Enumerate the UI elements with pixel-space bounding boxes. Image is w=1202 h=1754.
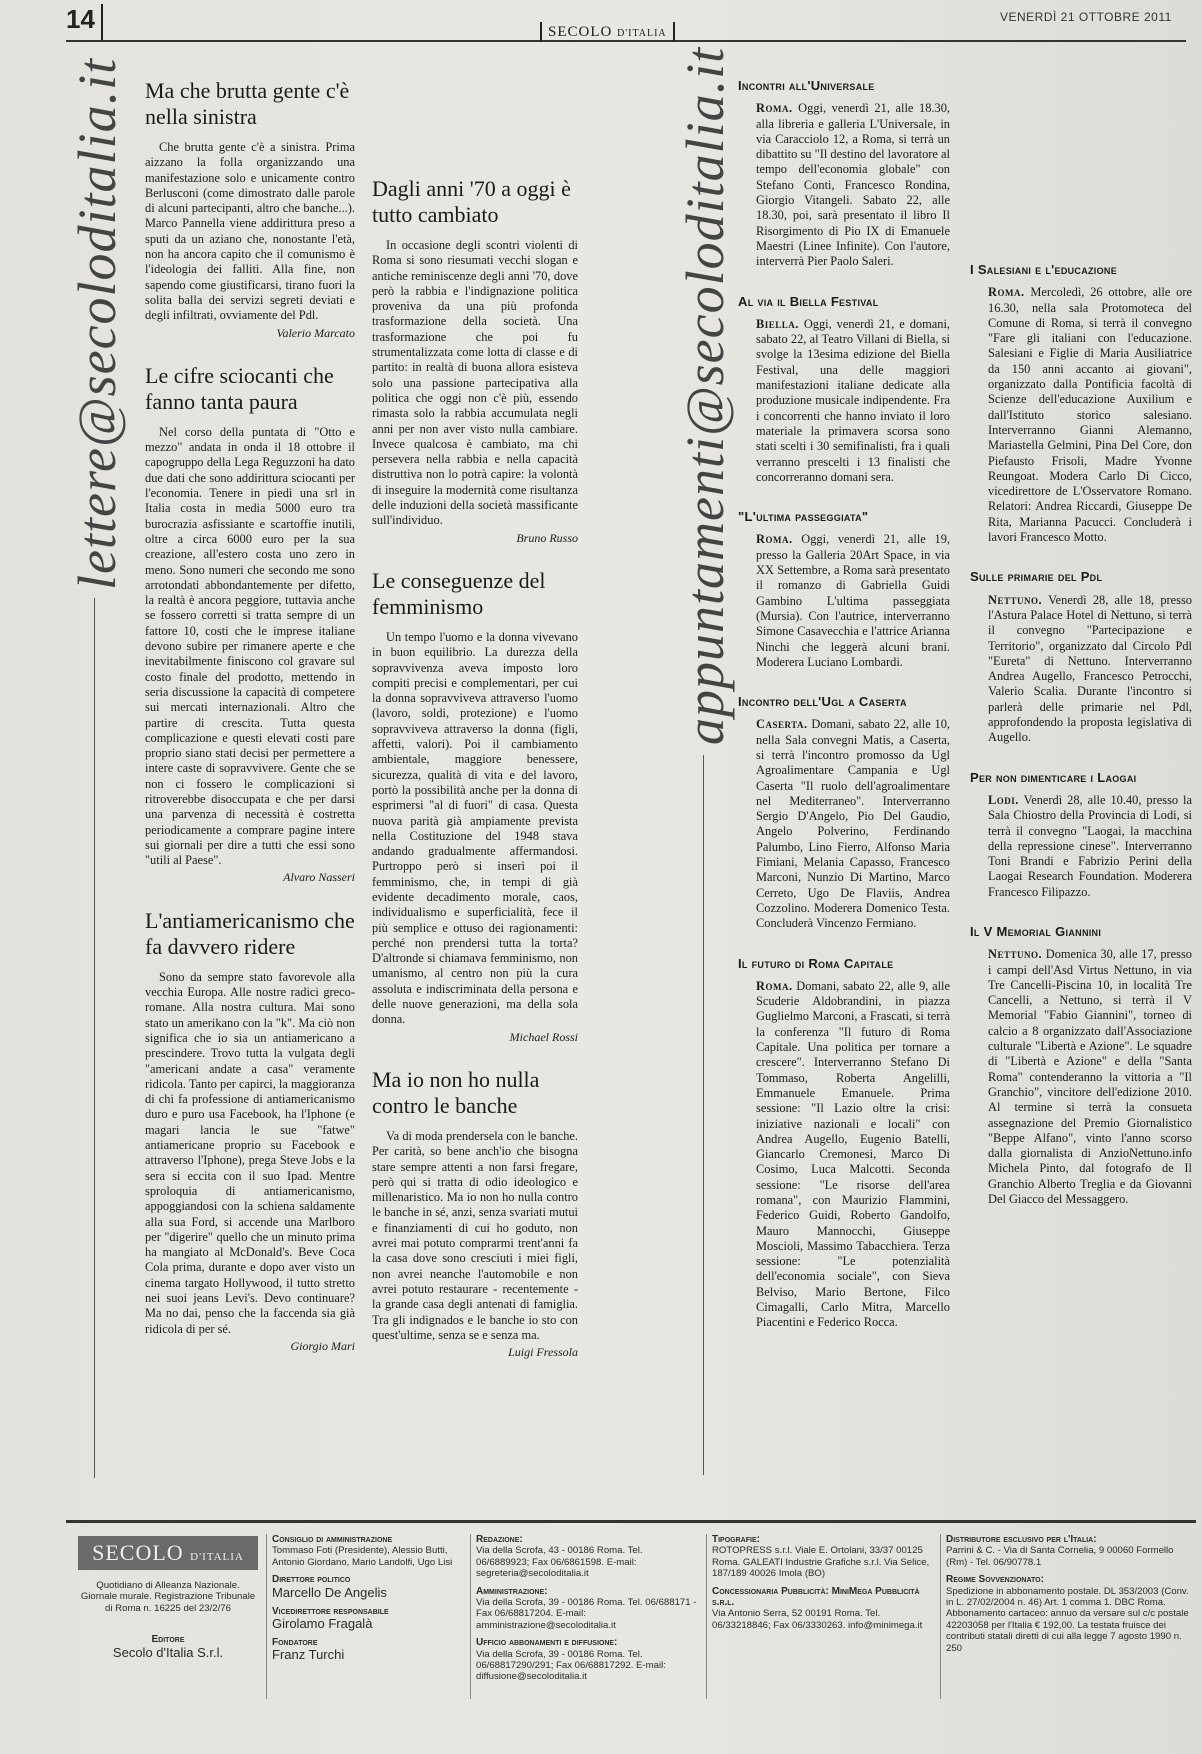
event-title: Incontri all'Universale — [738, 78, 875, 93]
footer-pubblicita: Via Antonio Serra, 52 00191 Roma. Tel. 06/33218846; Fax 06/3330263. info@minimega.it — [712, 1608, 923, 1631]
footer-tipografie: ROTOPRESS s.r.l. Viale E. Ortolani, 33/37 00125 Roma. GALEATI Industrie Grafiche s.r.l. Via Selice, 187/189 40026 Imola (BO) — [712, 1545, 930, 1580]
event-item — [970, 924, 1192, 1207]
letter-body: Sono da sempre stato favorevole alla vecchia Europa. Alle nostre radici greco-romane. Alla nostra cultura. Mai sono stato un amerikano con la "k". Ma ciò non significa che io sia un antiamericano a prescindere. Trovo tutta la vulgata degli "americani andate a casa" veramente ridicola. Tanto per capirci, la maggioranza di chi fa professione di antiamericanismo duro e puro usa Facebook, ha l'Iphone (e magari lancia le sue "fatwe" antiamericane proprio su Facebook e attraverso l'Iphone), prega Steve Jobs e la sera si eccita con il suo Ipad. Mentre sproloquia di antiamericanismo, appoggiandosi con la schiena saldamente alla sua Ford, si accende una Marlboro per "digerire" quello che un minuto prima ha mangiato al McDonald's. Beve Coca Cola prima, durante e dopo aver visto un cinema targato Hollywood, il tutto stretto nei suoi jeans Levi's. Devo continuare? Ma no dai, penso che la faccenda sia già ridicola di per sé. — [145, 969, 355, 1336]
letter-title: L'antiamericanismo che fa davvero ridere — [145, 907, 355, 959]
footer-regime: Spedizione in abbonamento postale. DL 353/2003 (Conv. in L. 27/02/2004 n. 46) Art. 1 comma 1. DBC Roma. Abbonamento cartaceo: annuo da versare sul c/c postale 42203058 per l'Italia € 192,00. La testata fruisce dei contributi statali diretti di cui alla legge 7 agosto 1990 n. 250 — [946, 1585, 1189, 1654]
letter-article — [372, 568, 578, 1045]
letter-title: Le conseguenze del femminismo — [372, 567, 546, 619]
event-body: Oggi, venerdì 21, alle 18.30, alla libreria e galleria L'Universale, in via Caracciolo 12, a Roma, si terrà un dibattito su "Il destino del lavoratore al tempo dell'economia globale" con Stefano Conti, Francesco Rondina, Giorgio Vitangeli. Sabato 22, alle 18.30, poi, sarà presentato il libro Il Risorgimento di Pio IX di Emanuele Maestri (Linee Infinite). Con l'autore, interverrà Pier Paolo Saleri. — [756, 101, 950, 269]
event-location: Caserta. — [756, 717, 808, 732]
header-masthead — [540, 22, 675, 42]
event-title: Il futuro di Roma Capitale — [738, 955, 894, 971]
event-item — [738, 956, 950, 1331]
event-item — [970, 770, 1192, 900]
footer-pubblicita-label: Concessionaria Pubblicità: MiniMega Pubblicità s.r.l. — [712, 1585, 920, 1609]
letter-author: Bruno Russo — [516, 530, 578, 545]
footer-editor: Secolo d'Italia S.r.l. — [112, 1644, 224, 1660]
letter-body: Nel corso della puntata di "Otto e mezzo" andata in onda il 18 ottobre il capogruppo della Lega Reguzzoni ha dato due dati che sono addirittura sciocanti per l'economia. Tenere in piedi una srl in Italia costa in media 5000 euro tra burocrazia asfissiante e scartoffie inutili, oltre a circa 6000 euro per la sua creazione, all'estero costa uno zero in meno. Sono numeri che secondo me sono arrotondati abbondantemente per difetto, la realtà è ancora peggiore, tuttavia anche se fossero corretti si tratta sempre di un fattore 10, costi che le imprese italiane devono subire per rimanere aperte e che inevitabilmente finiscono col gravare sul costo finale del prodotto, mettendo in seria discussione la capacità di competere sui mercati internazionali. Altro che partire di crescita. Tutta questa complicazione e questi elevati costi pare proprio siano stati decisi per permettere a intere caste di sopravvivere. Gente che se non ci fossero le complicazioni si ritroverebbe disoccupata e che per darsi una parvenza di necessità è costretta periodicamente a comprare pagine intere sui giornali per dire a tutti che essi sono "utili al Paese". — [145, 424, 355, 868]
letter-author: Alvaro Nasseri — [283, 870, 355, 885]
letter-author: Michael Rossi — [509, 1029, 578, 1044]
event-body: Venerdì 28, alle 10.40, presso la Sala Chiostro della Provincia di Lodi, si terrà il convegno "Laogai, la macchina della repressione cinese". Interverranno Toni Brandi e Fabrizio Perini della Laogai Research Foundation. Moderera Francesco Filipazzo. — [988, 792, 1193, 899]
footer-board-label: Consiglio di amministrazione — [272, 1534, 393, 1545]
appointments-vertical-label: appuntamenti@secoloditalia.it — [675, 46, 735, 745]
letter-article — [372, 1067, 578, 1360]
footer-print-col — [712, 1534, 932, 1631]
events-column-1 — [738, 78, 950, 1355]
footer-director-label: Direttore politico — [272, 1574, 351, 1586]
letter-title: Ma che brutta gente c'è nella sinistra — [145, 78, 350, 129]
footer-founder: Franz Turchi — [272, 1647, 345, 1663]
footer-board: Tommaso Foti (Presidente), Alessio Butti, Antonio Giordano, Mario Landolfi, Ugo Lisi — [272, 1545, 453, 1568]
footer-separator — [266, 1534, 267, 1699]
footer-logo — [78, 1536, 258, 1570]
letters-vertical-rule — [94, 598, 95, 1478]
events-column-2 — [970, 262, 1192, 1231]
masthead-name: SECOLO — [548, 24, 613, 40]
event-item — [738, 509, 950, 670]
footer-redazione: Via della Scrofa, 43 - 00186 Roma. Tel. 06/6889923; Fax 06/6861598. E-mail: segreteria@secoloditalia.it — [476, 1545, 643, 1580]
event-body: Domani, sabato 22, alle 10, nella Sala convegni Matis, a Caserta, si terrà l'incontro promosso da Ugl Agroalimentare Campania e Ugl Caserta "Il ruolo dell'agroalimentare nel Mediterraneo". Interverranno Sergio D'Angelo, Pio Del Gaudio, Angelo Polverino, Ferdinando Palumbo, Lino Fierro, Alfonso Maria Fimiani, Melania Capasso, Francesco Marconi, Nunzio Di Martino, Marco Cerreto, Ugo De Flaviis, Andrea Cozzolino. Moderera Domenico Testa. Concluderà Vincenzo Fermiano. — [756, 717, 950, 931]
footer-logo-suffix: D'ITALIA — [190, 1551, 244, 1563]
letter-article — [372, 176, 578, 546]
event-title: Il V Memorial Giannini — [970, 923, 1102, 939]
letter-article — [145, 908, 355, 1354]
footer-about: Quotidiano di Alleanza Nazionale. Giornale murale. Registrazione Tribunale di Roma n. 16225 del 23/2/76 — [80, 1580, 256, 1614]
event-location: Roma. — [756, 978, 793, 993]
event-item — [970, 569, 1192, 745]
footer-founder-label: Fondatore — [272, 1637, 318, 1649]
event-body: Oggi, venerdì 21, e domani, sabato 22, al Teatro Villani di Biella, si svolge la 13esima edizione del Biella Festival, una delle maggiori manifestazioni italiane dedicate alla produzione musicale indipendente. Fra i concorrenti che hanno inviato il loro materiale la primavera scorsa sono stati scelti i 30 semifinalisti, fra i quali verranno prescelti i 13 finalisti che concorreranno domani sera. — [756, 316, 950, 484]
footer-separator — [706, 1534, 707, 1699]
event-location: Lodi. — [988, 792, 1019, 807]
footer-about-col — [78, 1580, 258, 1660]
footer-distribuzione-label: Distributore esclusivo per l'Italia: — [946, 1534, 1097, 1545]
event-location: Roma. — [756, 101, 793, 116]
event-body: Oggi, venerdì 21, alle 19, presso la Galleria 20Art Space, in via XX Settembre, a Roma sarà presentato il romanzo di Gabriella Guidi Gambino L'ultima passeggiata (Mursia). Con l'autrice, interverranno Simone Casavecchia e l'attrice Arianna Ninchi che leggerà alcuni brani. Moderera Luciano Lombardi. — [756, 532, 950, 669]
letters-column-1 — [145, 78, 355, 1376]
event-item — [738, 78, 950, 270]
footer-abbonamenti: Via della Scrofa, 39 - 00186 Roma. Tel. 06/68817290/291; Fax 06/68817292. E-mail: diffusione@secoloditalia.it — [476, 1648, 666, 1683]
event-title: Al via il Biella Festival — [738, 293, 879, 309]
footer-regime-label: Regime Sovvenzionato: — [946, 1574, 1044, 1586]
event-title: Per non dimenticare i Laogai — [970, 769, 1137, 785]
letters-column-2 — [372, 176, 578, 1382]
letter-body: Un tempo l'uomo e la donna vivevano in buon equilibrio. La durezza della sopravvivenza aveva imposto loro compiti precisi e complementari, per cui la donna sopravviveva attraverso l'uomo (lavoro, soldi, protezione) e l'uomo sopravviveva attraverso la donna (figli, affetti, valori). Poi il cambiamento ambientale, maggiore benessere, sicurezza, qualità di vita e del lavoro, portò la possibilità anche per la donna di esprimersi "al di fuori" di casa. Questa nuova parità già ampiamente prevista nella Costituzione del 1948 stava andando gradualmente affermandosi. Purtroppo però si inserì poi il femminismo, che, in tempi di già evidente decadimento morale, caos, individualismo e superficialità, fece il più semplice e ottuso dei ragionamenti: perché non prendersi tutta la torta? D'altronde si chiamava femminismo, non umanismo, al centro non più la cura assoluta e indiscriminata della persona e delle nuove generazioni, ma della sola donna. — [372, 629, 578, 1027]
footer-redazione-label: Redazione: — [476, 1534, 523, 1545]
footer-abbonamenti-label: Ufficio abbonamenti e diffusione: — [476, 1637, 618, 1649]
letters-vertical-label: lettere@secoloditalia.it — [67, 57, 127, 590]
event-item — [970, 262, 1192, 545]
event-body: Venerdì 28, alle 18, presso l'Astura Palace Hotel di Nettuno, si terrà il convegno "Partecipazione e Territorio", organizzato dal Circolo Pdl "Eureta" di Nettuno. Interverranno Andrea Augello, Francesco Petrocchi, Valerio Scalia. Durante l'incontro si parlerà delle primarie nel Pdl, approfondendo la proposta legislativa di Augello. — [988, 592, 1192, 745]
event-body: Domani, sabato 22, alle 9, alle Scuderie Aldobrandini, in piazza Guglielmo Marconi, a Frascati, si terrà la conferenza "Il futuro di Roma Capitale. Una politica per tornare a crescere". Interverranno Stefano Di Tommaso, Roberta Angelilli, Emmanuele Emanuele. Prima sessione: "Il Lazio oltre la crisi: iniziative nazionali e locali" con Andrea Augello, Eugenio Batelli, Giancarlo Cremonesi, Marco Di Cosimo, Luca Malcotti. Seconda sessione: "Le risorse dell'area romana", con Maurizio Flammini, Federico Guidi, Roberto Gandolfo, Mauro Mannocchi, Giuseppe Moscioli, Massimo Tabacchiera. Terza sessione: "Le potenzialità dell'economia sociale", con Sieva Belviso, Mario Bertone, Filco Cimagalli, Carlo Mitra, Marcello Piacentini e Federico Rocca. — [756, 978, 950, 1330]
footer-distribuzione: Parrini & C. - Via di Santa Cornelia, 9 00060 Formello (Rm) - Tel. 06/90778.1 — [946, 1545, 1174, 1568]
event-location: Roma. — [988, 285, 1025, 300]
event-location: Nettuno. — [988, 592, 1043, 607]
event-title: Incontro dell'Ugl a Caserta — [738, 694, 907, 710]
letter-title: Ma io non ho nulla contro le banche — [372, 1066, 540, 1118]
letter-title: Dagli anni '70 a oggi è tutto cambiato — [372, 176, 571, 227]
event-body: Domenica 30, alle 17, presso i campi dell'Asd Virtus Nettuno, in via Tre Cancelli-Piscina 10, in località Tre Cancelli, a Nettuno, si terrà il V Memorial "Fabio Giannini", torneo di calcio a 8 organizzato dall'Associazione culturale "Libertà e Azione". Le squadre di "Libertà e Azione" e della "Santa Roma" contenderanno la vittoria a "Il Granchio", vincitore dell'edizione 2010. Al termine si terrà la consueta assegnazione del Premio Giornalistico "Beppe Alfano", vinto l'anno scorso dalla giornalista di AnzioNettuno.info Michela Pinto, dal fotografo de Il Granchio Alberto Treglia e da Giovanni Del Giacco del Messaggero. — [988, 947, 1192, 1207]
footer-separator — [940, 1534, 941, 1699]
event-title: "L'ultima passeggiata" — [738, 509, 869, 525]
event-title: Sulle primarie del Pdl — [970, 569, 1103, 585]
footer-offices-col — [476, 1534, 698, 1683]
footer-distribution-col — [946, 1534, 1192, 1654]
event-location: Nettuno. — [988, 947, 1043, 962]
footer-editor-label: Editore — [151, 1634, 185, 1646]
event-location: Biella. — [756, 316, 799, 331]
letter-author: Valerio Marcato — [276, 325, 355, 340]
page-number: 14 — [66, 4, 103, 40]
footer-amministrazione: Via della Scrofa, 39 - 00186 Roma. Tel. 06/688171 - Fax 06/68817204. E-mail: amministrazione@secoloditalia.it — [476, 1597, 697, 1631]
letter-article — [145, 363, 355, 886]
letter-author: Luigi Fressola — [508, 1345, 578, 1360]
footer-logo-name: SECOLO — [92, 1540, 184, 1565]
colophon — [66, 1520, 1196, 1710]
footer-board-col — [272, 1534, 462, 1662]
footer-rule — [66, 1520, 1196, 1523]
footer-vice: Girolamo Fragalà — [272, 1616, 373, 1632]
event-location: Roma. — [756, 532, 793, 547]
event-item — [738, 694, 950, 931]
event-title: I Salesiani e l'educazione — [970, 262, 1118, 277]
letter-article — [145, 78, 355, 341]
letter-title: Le cifre sciocanti che fanno tanta paura — [145, 362, 334, 414]
event-item — [738, 294, 950, 486]
appointments-vertical-rule — [703, 755, 704, 1475]
footer-tipografie-label: Tipografie: — [712, 1534, 760, 1545]
letter-author: Giorgio Mari — [290, 1338, 355, 1353]
event-body: Mercoledì, 26 ottobre, alle ore 16.30, nella sala Protomoteca del Comune di Roma, si terrà il convegno "Fare gli italiani con l'educazione. Salesiani e Figlie di Maria Ausiliatrice da 150 anni accanto ai giovani", organizzato dalla Pontificia facoltà di Scienze dell'educazione Auxilium e dall'Istituto storico salesiano. Interverranno Gianni Alemanno, Mariastella Gelmini, Pina Del Core, don Piefausto Frisoli, Madre Yvonne Reungoat. Modera Carlo Di Cicco, vicedirettore de L'Osservatore Romano. Relatori: Andrea Riccardi, Giuseppe De Rita, Marianna Pacucci. Concluderà i lavori Francesco Motto. — [988, 285, 1192, 545]
header-date: VENERDÌ 21 OTTOBRE 2011 — [1000, 10, 1172, 24]
masthead-suffix: D'ITALIA — [617, 28, 667, 39]
letter-body: Va di moda prendersela con le banche. Per carità, so bene anch'io che bisogna stare sempre attenti a non farsi fregare, però qui si tratta di odio ideologico e millenaristico. Ma io non ho nulla contro le banche in sé, anzi, senza svariati mutui e finanziamenti di cui ho goduto, non avrei mai potuto comprarmi trent'anni fa la casa dove sono cresciuti i miei figli, non avrei neanche l'automobile e non avrei potuto restaurare - recentemente - la grande casa degli antenati di famiglia. Tra gli indignados e le banche io sto con quest'ultime, senza se e senza ma. — [372, 1128, 578, 1342]
footer-separator — [470, 1534, 471, 1699]
letter-body: In occasione degli scontri violenti di Roma si sono riesumati vecchi slogan e antiche reminiscenze degli anni '70, dove però la rabbia e l'indignazione politica proveniva da una più profonda trasformazione della società. Una trasformazione che poi fu strumentalizzata come lotta di classe e di partito: in realtà di buona allora esisteva solo una passione partecipativa alla politica che oggi non c'è più, essendo rimasta solo la rabbia accumulata negli anni per non aver visto nulla cambiare. Invece qualcosa è cambiato, ma chi persevera nella rabbia e nella capacità distruttiva non lo potrà capire: la volontà di inseguire la modernità come risultanza delle induzioni della società massificante sull'individuo. — [372, 238, 578, 528]
footer-vice-label: Vicedirettore responsabile — [272, 1605, 389, 1617]
footer-amministrazione-label: Amministrazione: — [476, 1585, 548, 1597]
footer-director: Marcello De Angelis — [272, 1584, 387, 1600]
letter-body: Che brutta gente c'è a sinistra. Prima aizzano la folla organizzando una manifestazione solo e unicamente contro Berlusconi (come dimostrato dalle parole di alcuni partecipanti, altro che banche...). Marco Pannella viene addirittura preso a sputi da un aziano che, nonostante l'età, non ha ancora capito che il comunismo è l'ideologia dei falliti. Alla fine, non sapendo come giustificarsi, tirano fuori la solita balla dei servizi segreti deviati e degli infiltrati, ovviamente del Pdl. — [145, 140, 355, 323]
